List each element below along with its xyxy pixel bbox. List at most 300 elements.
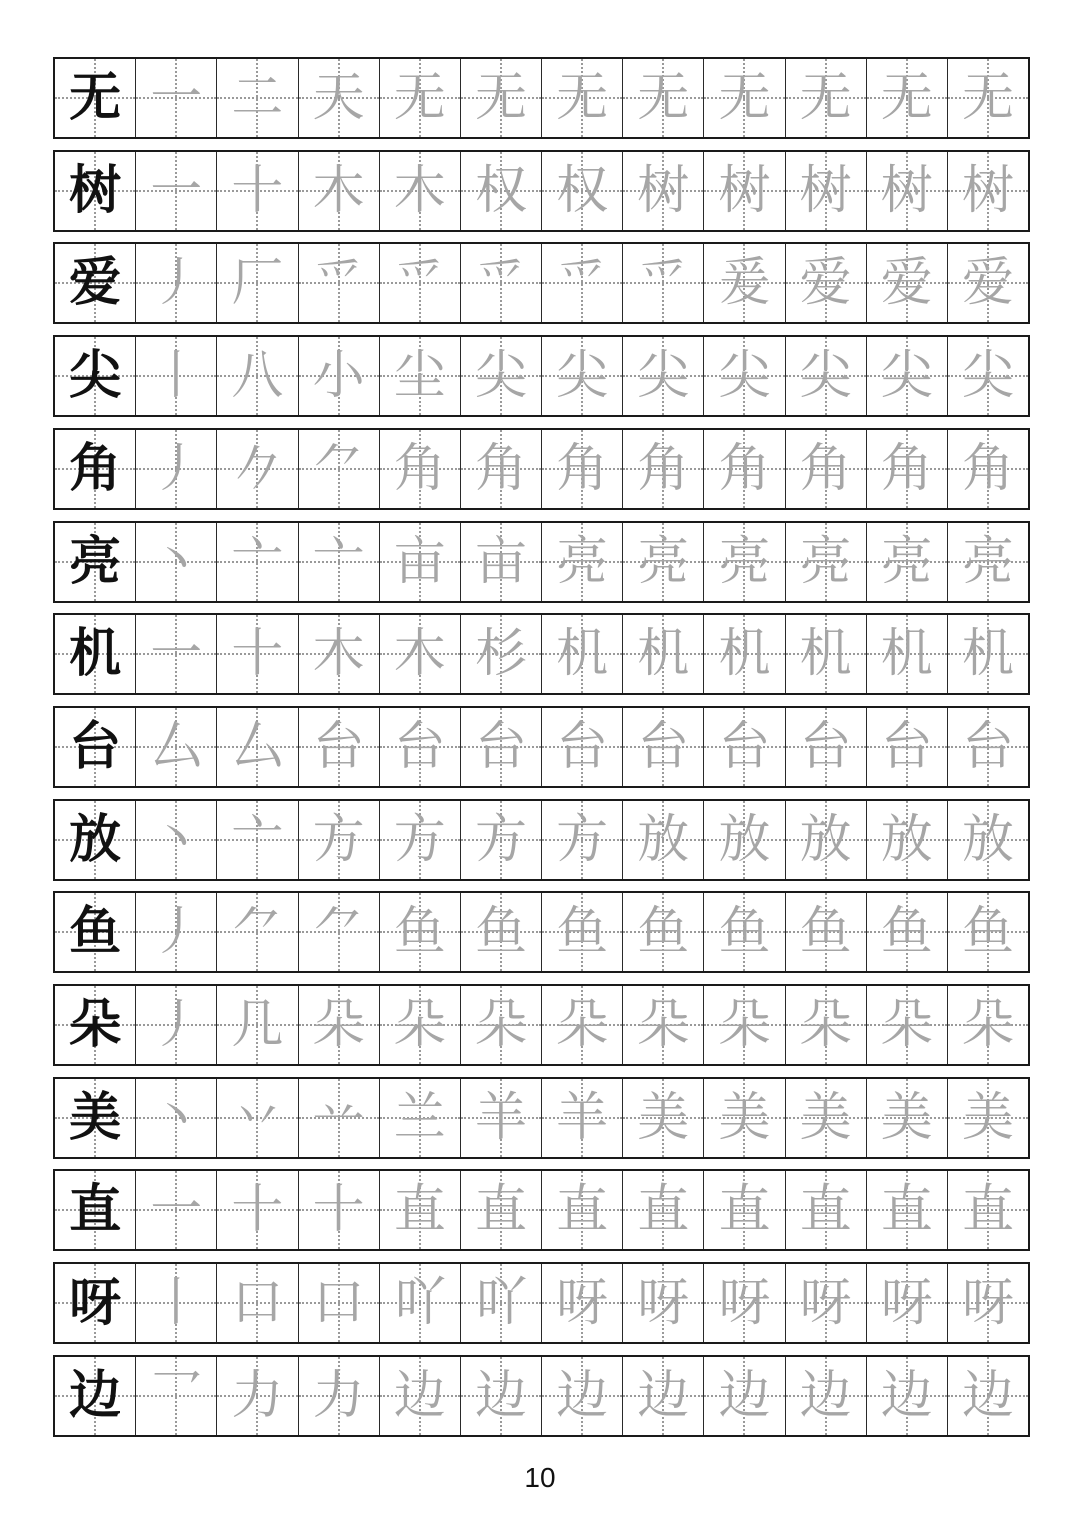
- stroke-order-cell: [623, 244, 704, 322]
- stroke-order-cell: [461, 1357, 542, 1435]
- stroke-order-cell: [623, 893, 704, 971]
- stroke-step-character: 呀: [799, 1273, 852, 1334]
- stroke-order-cell: [786, 615, 867, 693]
- stroke-order-cell: [136, 708, 217, 786]
- stroke-order-cell: [217, 893, 298, 971]
- stroke-step-character: 䒑: [312, 1087, 365, 1148]
- stroke-order-cell: [704, 337, 785, 415]
- model-character-cell: [55, 615, 136, 693]
- stroke-step-character: 吖: [474, 1273, 527, 1334]
- stroke-order-cell: [380, 337, 461, 415]
- stroke-order-cell: [136, 523, 217, 601]
- stroke-order-cell: [786, 430, 867, 508]
- model-character-cell: [55, 1264, 136, 1342]
- stroke-step-character: 鱼: [880, 902, 933, 963]
- model-character: 美: [69, 1086, 122, 1148]
- model-character-cell: [55, 152, 136, 230]
- stroke-step-character: 台: [637, 716, 690, 777]
- stroke-order-cell: [217, 1264, 298, 1342]
- stroke-step-character: 丶: [150, 809, 203, 870]
- stroke-step-character: 台: [718, 716, 771, 777]
- stroke-order-cell: [867, 708, 948, 786]
- stroke-step-character: 朵: [799, 995, 852, 1055]
- stroke-step-character: 边: [474, 1365, 527, 1426]
- stroke-order-cell: [217, 801, 298, 879]
- stroke-step-character: 呀: [718, 1273, 771, 1334]
- model-character-cell: [55, 801, 136, 879]
- stroke-order-cell: [217, 59, 298, 137]
- stroke-order-cell: [867, 337, 948, 415]
- stroke-order-cell: [217, 986, 298, 1064]
- stroke-step-character: 木: [312, 160, 365, 221]
- stroke-step-character: 鱼: [393, 902, 446, 963]
- stroke-step-character: 机: [799, 624, 852, 685]
- model-character-cell: [55, 1079, 136, 1157]
- stroke-order-cell: [380, 801, 461, 879]
- stroke-order-cell: [299, 615, 380, 693]
- stroke-order-cell: [136, 986, 217, 1064]
- stroke-step-character: 无: [880, 68, 933, 128]
- stroke-step-character: 角: [799, 438, 852, 499]
- stroke-order-cell: [299, 337, 380, 415]
- practice-row: [53, 57, 1030, 139]
- stroke-order-cell: [704, 523, 785, 601]
- stroke-order-cell: [299, 801, 380, 879]
- stroke-step-character: 角: [961, 438, 1014, 499]
- stroke-order-cell: [704, 986, 785, 1064]
- stroke-order-cell: [136, 893, 217, 971]
- stroke-step-character: 无: [393, 68, 446, 128]
- stroke-step-character: 丶: [150, 1087, 203, 1148]
- stroke-step-character: 口: [312, 1273, 365, 1334]
- stroke-step-character: 羊: [474, 1087, 527, 1148]
- stroke-order-cell: [461, 986, 542, 1064]
- stroke-order-cell: [299, 986, 380, 1064]
- practice-row: [53, 1169, 1030, 1251]
- stroke-step-character: 放: [718, 809, 771, 870]
- stroke-order-cell: [299, 1357, 380, 1435]
- stroke-step-character: 丷: [231, 1087, 284, 1148]
- stroke-order-cell: [704, 801, 785, 879]
- model-character-cell: [55, 59, 136, 137]
- stroke-step-character: 吖: [393, 1273, 446, 1334]
- stroke-order-cell: [461, 337, 542, 415]
- stroke-order-cell: [461, 1079, 542, 1157]
- stroke-order-cell: [867, 615, 948, 693]
- stroke-step-character: 台: [312, 716, 365, 777]
- stroke-order-cell: [948, 986, 1028, 1064]
- stroke-order-cell: [704, 59, 785, 137]
- stroke-order-cell: [623, 615, 704, 693]
- stroke-order-cell: [786, 337, 867, 415]
- practice-row: [53, 799, 1030, 881]
- stroke-order-cell: [786, 523, 867, 601]
- stroke-order-cell: [136, 1079, 217, 1157]
- stroke-order-cell: [623, 523, 704, 601]
- stroke-order-cell: [542, 430, 623, 508]
- stroke-step-character: 十: [231, 1180, 284, 1241]
- stroke-step-character: 朵: [880, 995, 933, 1055]
- stroke-step-character: 树: [880, 160, 933, 221]
- stroke-step-character: 台: [474, 716, 527, 777]
- stroke-step-character: 十: [231, 160, 284, 221]
- stroke-order-cell: [867, 986, 948, 1064]
- stroke-step-character: 一: [150, 624, 203, 685]
- stroke-step-character: 机: [880, 624, 933, 685]
- stroke-order-cell: [299, 893, 380, 971]
- practice-row: [53, 984, 1030, 1066]
- stroke-order-cell: [542, 152, 623, 230]
- stroke-step-character: 边: [799, 1365, 852, 1426]
- stroke-step-character: 丿: [150, 253, 203, 314]
- stroke-step-character: ⺈: [312, 438, 365, 499]
- stroke-step-character: 台: [799, 716, 852, 777]
- stroke-order-cell: [217, 337, 298, 415]
- stroke-order-cell: [786, 986, 867, 1064]
- stroke-order-cell: [217, 1079, 298, 1157]
- practice-row: [53, 1355, 1030, 1437]
- stroke-step-character: 亠: [231, 531, 284, 592]
- stroke-step-character: 杉: [474, 624, 527, 685]
- stroke-order-cell: [542, 708, 623, 786]
- stroke-step-character: 放: [637, 809, 690, 870]
- stroke-order-cell: [867, 523, 948, 601]
- stroke-order-cell: [136, 244, 217, 322]
- stroke-step-character: 树: [637, 160, 690, 221]
- stroke-order-cell: [948, 1079, 1028, 1157]
- stroke-step-character: 呀: [556, 1273, 609, 1334]
- stroke-order-cell: [542, 986, 623, 1064]
- stroke-step-character: 直: [880, 1180, 933, 1241]
- stroke-order-cell: [136, 615, 217, 693]
- stroke-step-character: 爰: [718, 253, 771, 314]
- stroke-order-cell: [461, 801, 542, 879]
- stroke-step-character: 方: [474, 809, 527, 870]
- stroke-step-character: 树: [799, 160, 852, 221]
- stroke-step-character: 亮: [556, 531, 609, 592]
- stroke-order-cell: [786, 1079, 867, 1157]
- stroke-step-character: 边: [961, 1365, 1014, 1426]
- stroke-step-character: 美: [718, 1087, 771, 1148]
- stroke-order-cell: [217, 523, 298, 601]
- model-character: 台: [69, 715, 122, 777]
- stroke-order-cell: [217, 430, 298, 508]
- stroke-step-character: 小: [312, 346, 365, 407]
- stroke-order-cell: [704, 244, 785, 322]
- stroke-order-cell: [786, 244, 867, 322]
- practice-row: [53, 150, 1030, 232]
- stroke-step-character: 鱼: [556, 902, 609, 963]
- stroke-step-character: 尖: [961, 346, 1014, 407]
- stroke-order-cell: [380, 986, 461, 1064]
- stroke-order-cell: [136, 337, 217, 415]
- stroke-step-character: 爫: [393, 253, 446, 314]
- stroke-order-cell: [786, 1171, 867, 1249]
- stroke-order-cell: [867, 1171, 948, 1249]
- stroke-step-character: ⺈: [231, 902, 284, 963]
- stroke-step-character: 鱼: [474, 902, 527, 963]
- stroke-order-cell: [623, 1357, 704, 1435]
- stroke-step-character: 木: [312, 624, 365, 685]
- stroke-order-cell: [704, 893, 785, 971]
- stroke-order-cell: [704, 708, 785, 786]
- stroke-step-character: 鱼: [718, 902, 771, 963]
- stroke-step-character: 一: [150, 68, 203, 128]
- stroke-order-cell: [299, 1171, 380, 1249]
- stroke-step-character: 机: [637, 624, 690, 685]
- stroke-step-character: 爱: [880, 253, 933, 314]
- stroke-step-character: 呀: [880, 1273, 933, 1334]
- model-character-cell: [55, 1357, 136, 1435]
- practice-row: [53, 1077, 1030, 1159]
- stroke-order-cell: [623, 1079, 704, 1157]
- stroke-order-cell: [136, 152, 217, 230]
- stroke-step-character: 机: [961, 624, 1014, 685]
- stroke-order-cell: [461, 1264, 542, 1342]
- stroke-order-cell: [542, 615, 623, 693]
- stroke-step-character: 无: [637, 68, 690, 128]
- stroke-order-cell: [623, 708, 704, 786]
- stroke-step-character: 边: [880, 1365, 933, 1426]
- stroke-order-cell: [299, 1079, 380, 1157]
- stroke-step-character: 台: [880, 716, 933, 777]
- stroke-order-cell: [542, 244, 623, 322]
- stroke-order-cell: [542, 893, 623, 971]
- stroke-order-cell: [948, 1357, 1028, 1435]
- model-character: 放: [69, 808, 122, 870]
- model-character: 尖: [69, 345, 122, 407]
- stroke-step-character: 呀: [637, 1273, 690, 1334]
- model-character-cell: [55, 430, 136, 508]
- stroke-step-character: 呀: [961, 1273, 1014, 1334]
- stroke-step-character: 无: [718, 68, 771, 128]
- stroke-step-character: 亠: [312, 531, 365, 592]
- stroke-order-cell: [948, 893, 1028, 971]
- stroke-order-cell: [461, 152, 542, 230]
- stroke-step-character: 羊: [556, 1087, 609, 1148]
- model-character-cell: [55, 337, 136, 415]
- stroke-order-cell: [542, 1171, 623, 1249]
- stroke-step-character: 一: [150, 1180, 203, 1241]
- stroke-step-character: 角: [556, 438, 609, 499]
- stroke-step-character: 厶: [150, 716, 203, 777]
- stroke-order-cell: [623, 59, 704, 137]
- stroke-step-character: 乛: [150, 1365, 203, 1426]
- stroke-step-character: 无: [799, 68, 852, 128]
- stroke-step-character: 尖: [880, 346, 933, 407]
- model-character: 边: [69, 1364, 122, 1426]
- stroke-step-character: ⺈: [312, 902, 365, 963]
- stroke-order-cell: [786, 152, 867, 230]
- practice-row: [53, 428, 1030, 510]
- stroke-order-cell: [704, 1079, 785, 1157]
- practice-row: [53, 335, 1030, 417]
- stroke-step-character: 厂: [231, 253, 284, 314]
- model-character-cell: [55, 986, 136, 1064]
- stroke-order-cell: [461, 244, 542, 322]
- stroke-step-character: 𠂊: [231, 438, 284, 499]
- stroke-order-cell: [786, 1264, 867, 1342]
- stroke-step-character: 角: [474, 438, 527, 499]
- stroke-order-cell: [948, 1171, 1028, 1249]
- stroke-step-character: 丿: [150, 995, 203, 1055]
- stroke-order-cell: [380, 1079, 461, 1157]
- stroke-order-cell: [380, 152, 461, 230]
- stroke-order-cell: [704, 1357, 785, 1435]
- stroke-order-cell: [217, 1171, 298, 1249]
- stroke-order-cell: [786, 708, 867, 786]
- stroke-order-cell: [948, 244, 1028, 322]
- stroke-step-character: 无: [961, 68, 1014, 128]
- stroke-step-character: 直: [961, 1180, 1014, 1241]
- stroke-order-cell: [867, 801, 948, 879]
- stroke-step-character: 爫: [474, 253, 527, 314]
- stroke-order-cell: [786, 1357, 867, 1435]
- stroke-order-cell: [948, 615, 1028, 693]
- stroke-step-character: 亩: [393, 531, 446, 592]
- stroke-order-cell: [948, 59, 1028, 137]
- practice-row: [53, 706, 1030, 788]
- model-character-cell: [55, 244, 136, 322]
- stroke-order-cell: [380, 523, 461, 601]
- stroke-order-cell: [867, 1357, 948, 1435]
- stroke-order-cell: [461, 615, 542, 693]
- model-character-cell: [55, 893, 136, 971]
- stroke-order-cell: [948, 708, 1028, 786]
- stroke-order-cell: [542, 1079, 623, 1157]
- stroke-step-character: 美: [880, 1087, 933, 1148]
- stroke-step-character: 亮: [880, 531, 933, 592]
- stroke-step-character: 美: [799, 1087, 852, 1148]
- stroke-step-character: 无: [474, 68, 527, 128]
- stroke-step-character: 亮: [799, 531, 852, 592]
- stroke-step-character: 角: [718, 438, 771, 499]
- stroke-step-character: 尖: [474, 346, 527, 407]
- stroke-step-character: 爫: [556, 253, 609, 314]
- stroke-order-cell: [380, 59, 461, 137]
- stroke-order-cell: [623, 1171, 704, 1249]
- stroke-order-cell: [867, 430, 948, 508]
- page-number: 10: [524, 1462, 556, 1493]
- model-character: 爱: [69, 252, 122, 314]
- stroke-step-character: 爫: [637, 253, 690, 314]
- stroke-order-cell: [217, 1357, 298, 1435]
- stroke-order-cell: [623, 986, 704, 1064]
- stroke-step-character: 木: [393, 624, 446, 685]
- stroke-step-character: 几: [231, 995, 284, 1055]
- stroke-step-character: 八: [231, 346, 284, 407]
- stroke-order-cell: [380, 708, 461, 786]
- stroke-step-character: 机: [718, 624, 771, 685]
- stroke-step-character: 朵: [474, 995, 527, 1055]
- stroke-order-cell: [623, 1264, 704, 1342]
- stroke-step-character: 尖: [556, 346, 609, 407]
- stroke-step-character: 直: [474, 1180, 527, 1241]
- stroke-order-cell: [380, 1357, 461, 1435]
- stroke-step-character: 一: [150, 160, 203, 221]
- stroke-order-cell: [867, 1079, 948, 1157]
- practice-row: [53, 1262, 1030, 1344]
- stroke-step-character: 朵: [961, 995, 1014, 1055]
- stroke-step-character: 无: [556, 68, 609, 128]
- stroke-order-cell: [786, 59, 867, 137]
- stroke-step-character: 权: [474, 160, 527, 221]
- practice-row: [53, 521, 1030, 603]
- stroke-step-character: 爱: [799, 253, 852, 314]
- model-character: 呀: [69, 1272, 122, 1334]
- model-character: 机: [69, 623, 122, 685]
- stroke-step-character: 直: [637, 1180, 690, 1241]
- stroke-step-character: 力: [231, 1365, 284, 1426]
- stroke-order-cell: [704, 430, 785, 508]
- model-character: 无: [69, 67, 122, 128]
- stroke-step-character: 丨: [150, 1273, 203, 1334]
- stroke-order-cell: [704, 615, 785, 693]
- stroke-order-cell: [867, 244, 948, 322]
- model-character-cell: [55, 523, 136, 601]
- stroke-step-character: 亠: [231, 809, 284, 870]
- stroke-step-character: 角: [393, 438, 446, 499]
- stroke-step-character: 木: [393, 160, 446, 221]
- stroke-step-character: 放: [799, 809, 852, 870]
- stroke-order-cell: [461, 708, 542, 786]
- stroke-step-character: 亮: [718, 531, 771, 592]
- stroke-step-character: 天: [312, 68, 365, 128]
- stroke-order-cell: [542, 1357, 623, 1435]
- stroke-order-cell: [867, 59, 948, 137]
- stroke-order-cell: [380, 244, 461, 322]
- stroke-order-cell: [948, 337, 1028, 415]
- stroke-step-character: 尖: [637, 346, 690, 407]
- stroke-order-cell: [380, 615, 461, 693]
- practice-row: [53, 891, 1030, 973]
- stroke-step-character: 厶: [231, 716, 284, 777]
- stroke-order-cell: [542, 523, 623, 601]
- stroke-step-character: 边: [393, 1365, 446, 1426]
- stroke-step-character: 亮: [637, 531, 690, 592]
- model-character: 直: [69, 1179, 122, 1241]
- stroke-order-cell: [380, 1264, 461, 1342]
- stroke-order-cell: [542, 337, 623, 415]
- stroke-order-cell: [461, 523, 542, 601]
- stroke-step-character: 边: [637, 1365, 690, 1426]
- stroke-step-character: 方: [556, 809, 609, 870]
- stroke-order-cell: [623, 430, 704, 508]
- stroke-step-character: 树: [961, 160, 1014, 221]
- stroke-order-cell: [136, 801, 217, 879]
- stroke-order-cell: [948, 523, 1028, 601]
- stroke-step-character: 台: [393, 716, 446, 777]
- model-character: 亮: [69, 530, 122, 592]
- stroke-step-character: 边: [718, 1365, 771, 1426]
- stroke-order-cell: [786, 893, 867, 971]
- stroke-order-cell: [461, 1171, 542, 1249]
- stroke-order-cell: [542, 801, 623, 879]
- stroke-step-character: 爱: [961, 253, 1014, 314]
- stroke-order-cell: [380, 430, 461, 508]
- stroke-step-character: 方: [312, 809, 365, 870]
- stroke-step-character: 边: [556, 1365, 609, 1426]
- stroke-step-character: 方: [393, 809, 446, 870]
- stroke-order-cell: [948, 430, 1028, 508]
- stroke-order-cell: [623, 152, 704, 230]
- stroke-step-character: 台: [961, 716, 1014, 777]
- stroke-step-character: 鱼: [961, 902, 1014, 963]
- model-character: 鱼: [69, 901, 122, 963]
- stroke-order-cell: [299, 152, 380, 230]
- stroke-step-character: 直: [718, 1180, 771, 1241]
- stroke-order-cell: [867, 893, 948, 971]
